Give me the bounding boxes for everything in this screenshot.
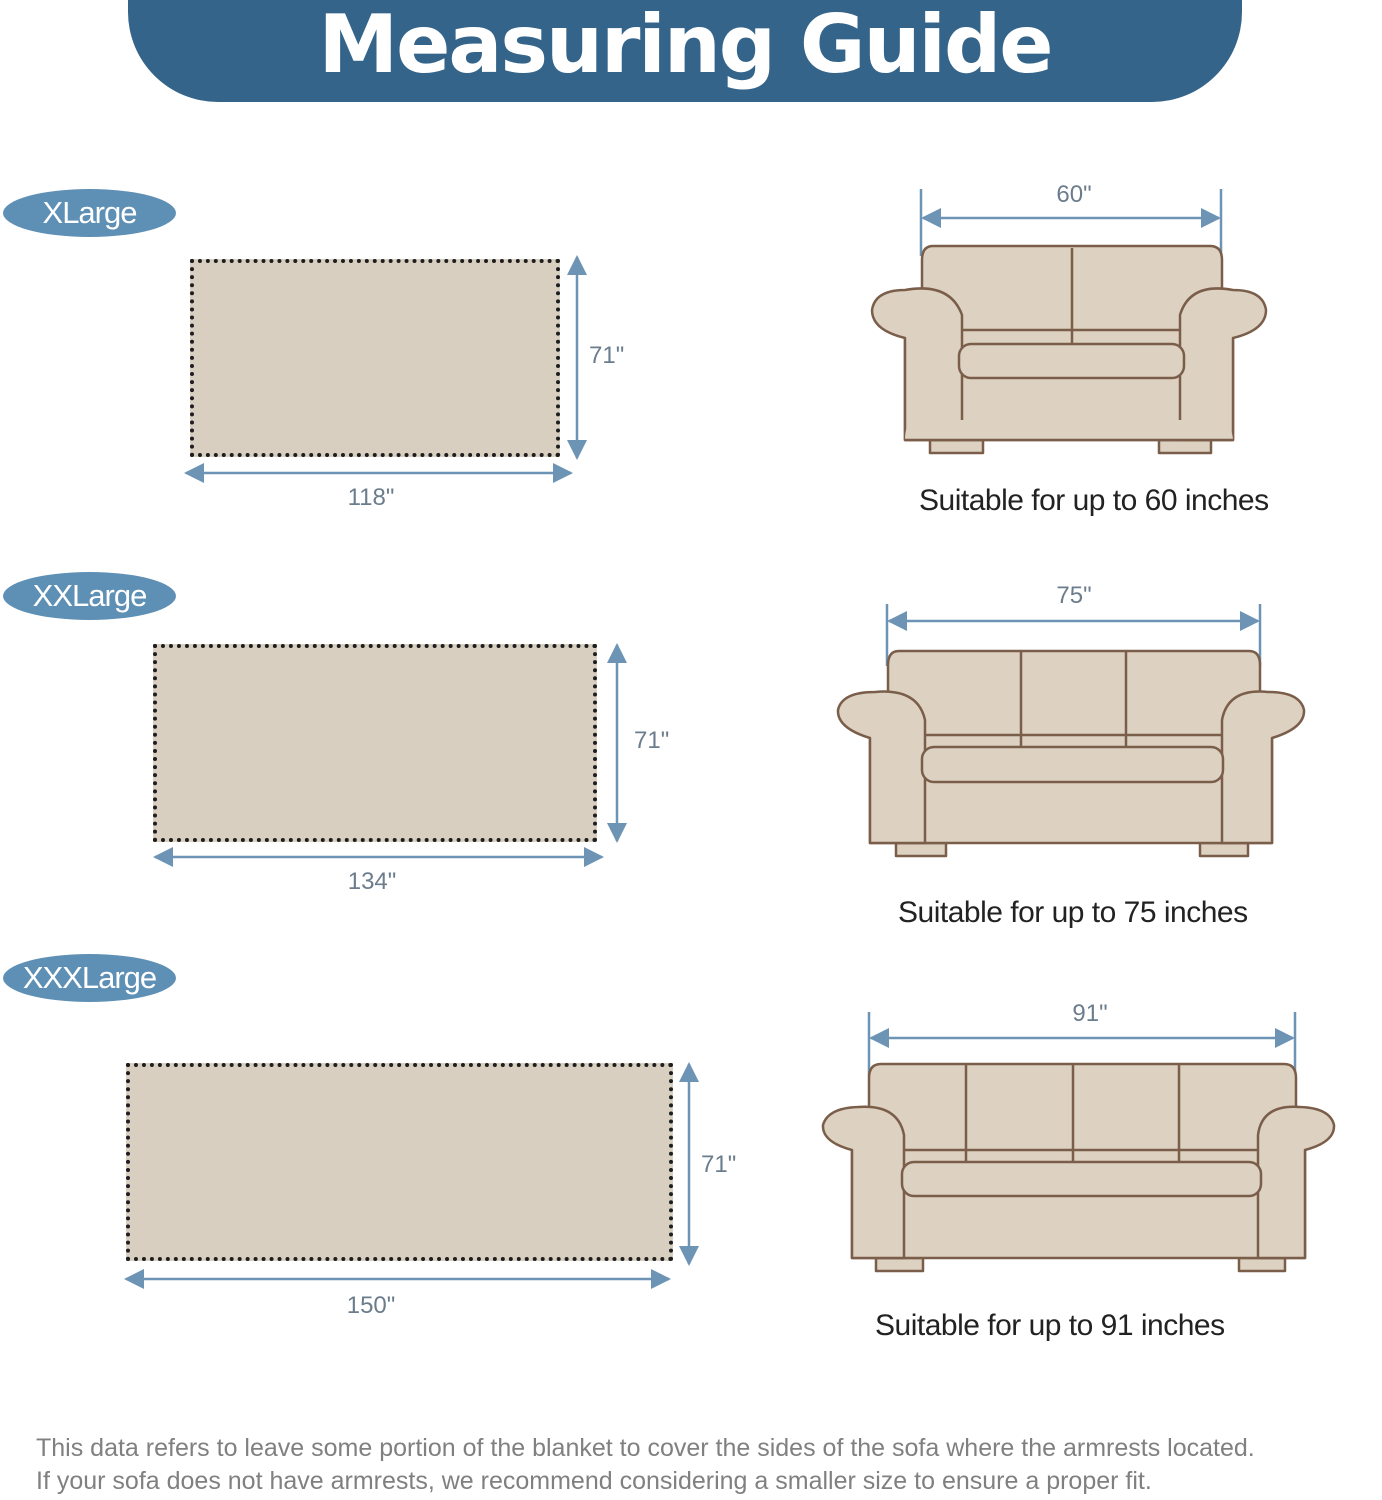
blanket-xlarge-width-label: 118" (347, 484, 395, 511)
page-title: Measuring Guide (318, 0, 1052, 91)
footnote-line-2: If your sofa does not have armrests, we recommend considering a smaller size to ensure a proper fit. (36, 1467, 1152, 1495)
sofa-2seat-width-label: 60" (1056, 181, 1092, 208)
blanket-xxxlarge-height-label: 71" (701, 1151, 737, 1178)
sofa-4seat-width-label: 91" (1072, 1000, 1108, 1027)
size-badge-xlarge: XLarge (3, 189, 176, 237)
blanket-xxlarge-width-label: 134" (347, 868, 397, 895)
sofa-3seat-illustration (838, 651, 1304, 856)
blanket-xxlarge-height-label: 71" (634, 727, 670, 754)
blanket-xxxlarge-width-label: 150" (346, 1292, 396, 1319)
size-badge-xxxlarge: XXXLarge (3, 954, 176, 1002)
footnote-line-1: This data refers to leave some portion of the blanket to cover the sides of the sofa where the armrests located. (36, 1434, 1255, 1462)
sofa-3seat-width-label: 75" (1056, 582, 1092, 609)
size-badge-xxlarge: XXLarge (3, 572, 176, 620)
sofa-4seat-illustration (823, 1064, 1334, 1271)
blanket-xlarge-height-label: 71" (589, 342, 625, 369)
sofa-2seat-illustration (872, 246, 1266, 453)
suitable-caption-xlarge: Suitable for up to 60 inches (919, 484, 1269, 517)
suitable-caption-xxlarge: Suitable for up to 75 inches (898, 896, 1248, 929)
suitable-caption-xxxlarge: Suitable for up to 91 inches (875, 1309, 1225, 1342)
